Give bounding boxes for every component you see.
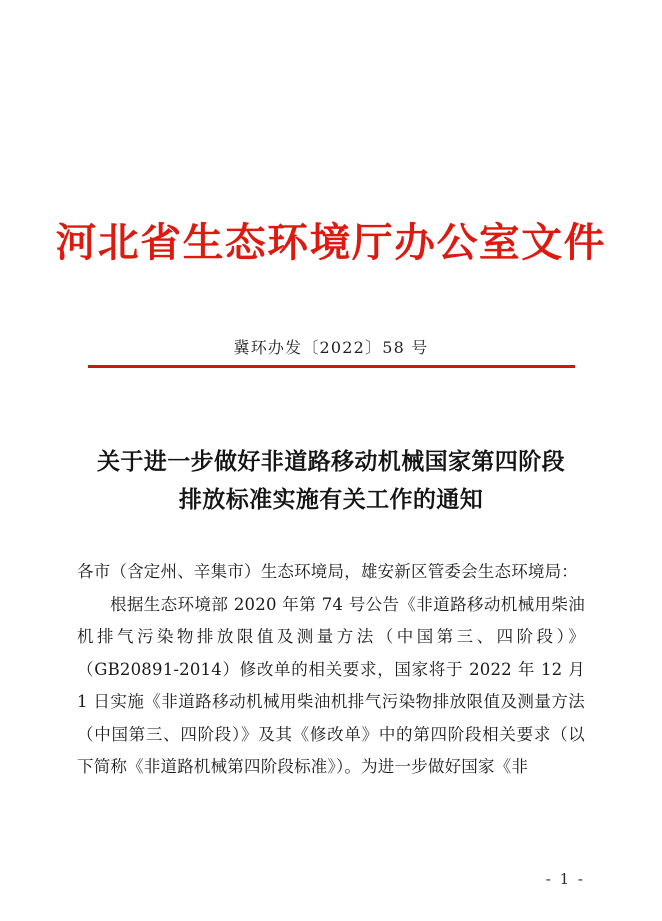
issuing-agency-title: 河北省生态环境厅办公室文件 xyxy=(55,219,607,266)
body-paragraph-1: 根据生态环境部 2020 年第 74 号公告《非道路移动机械用柴油机排气污染物排放限值及测量方法（中国第三、四阶段）》（GB20891-2014）修改单的相关要求，国家将于 2022 年 12 月 1 日实施《非道路移动机械用柴油机排气污染物排放限值及测量方法（中国第三、四阶段）》及其《修改单》中的第四阶段相关要求（以下简称《非道路机械第四阶段标准》）。为进一步做好国家《非 xyxy=(77,594,585,776)
recipient-line: 各市（含定州、辛集市）生态环境局，雄安新区管委会生态环境局： xyxy=(77,562,578,581)
document-title-line-2: 排放标准实施有关工作的通知 xyxy=(178,486,484,513)
document-title-line-1: 关于进一步做好非道路移动机械国家第四阶段 xyxy=(97,448,565,475)
document-number-row xyxy=(0,336,662,360)
document-body xyxy=(77,556,585,784)
document-title xyxy=(77,443,585,519)
document-serial-number: 冀环办发〔2022〕58 号 xyxy=(233,338,429,357)
red-separator-rule xyxy=(88,365,575,368)
document-masthead xyxy=(0,216,662,270)
page-number: - 1 - xyxy=(545,870,585,888)
